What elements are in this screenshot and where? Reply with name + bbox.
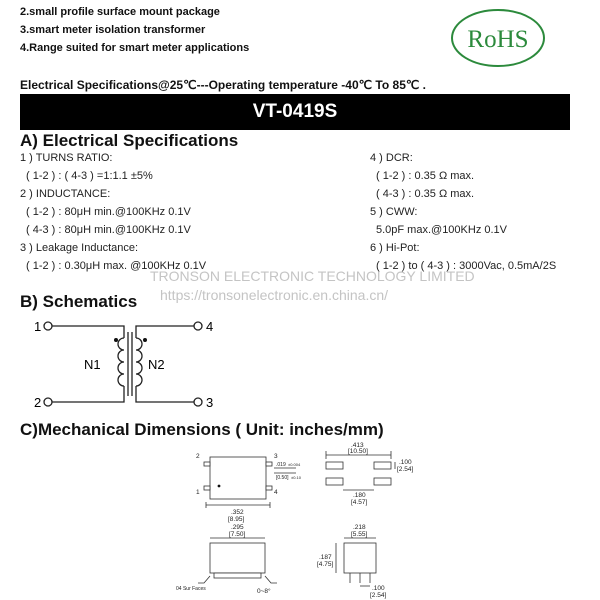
rohs-text: RoHS <box>467 26 529 53</box>
spec-inductance-12: ( 1-2 ) : 80μH min.@100KHz 0.1V <box>26 206 191 218</box>
dim-end-height-in: .187 <box>319 554 332 561</box>
spec-cww: 5 ) CWW: <box>370 206 418 218</box>
pin1-marker <box>218 485 221 488</box>
rohs-logo <box>450 8 546 68</box>
dim-lead-tol-mm: ±0.10 <box>291 475 301 480</box>
spec-dcr: 4 ) DCR: <box>370 152 413 164</box>
spec-conditions: Electrical Specifications@25℃---Operating temperature -40℃ To 85℃ . <box>20 78 427 92</box>
spec-dcr-12: ( 1-2 ) : 0.35 Ω max. <box>376 170 475 182</box>
dim-pad-gap-in: .180 <box>353 492 366 499</box>
section-electrical-title: A) Electrical Specifications <box>20 131 239 150</box>
dim-lead-tol-in: ±0.004 <box>288 462 301 467</box>
mechanical-drawings <box>0 440 600 600</box>
spec-turns-ratio: 1 ) TURNS RATIO: <box>20 152 113 164</box>
dim-side-width-mm: [7.50] <box>229 531 246 538</box>
pin-1: 1 <box>34 319 42 334</box>
pin-2: 2 <box>34 395 42 410</box>
polarity-dot-primary <box>114 338 118 342</box>
dim-surface-note: 04 Sur Faces <box>176 586 206 592</box>
dim-top-width-mm: [8.95] <box>228 516 245 523</box>
dim-pad-width-in: .413 <box>351 442 364 449</box>
dim-pin-3: 3 <box>274 453 278 460</box>
section-mechanical-title: C)Mechanical Dimensions ( Unit: inches/mm) <box>20 420 384 439</box>
spec-leakage: 3 ) Leakage Inductance: <box>20 242 139 254</box>
dim-top-width-in: .352 <box>231 509 244 516</box>
dim-pad-height-mm: [2.54] <box>397 466 414 473</box>
spec-hipot: 6 ) Hi-Pot: <box>370 242 420 254</box>
dim-pin-2: 2 <box>196 453 200 460</box>
dim-side-width-in: .295 <box>231 524 244 531</box>
dim-pad-height-in: .100 <box>399 459 412 466</box>
dim-end-width-in: .218 <box>353 524 366 531</box>
winding-n2: N2 <box>148 357 165 372</box>
spec-turns-value: ( 1-2 ) : ( 4-3 ) =1:1.1 ±5% <box>26 170 153 182</box>
dim-end-height-mm: [4.75] <box>317 561 334 568</box>
dim-end-pitch-in: .100 <box>372 585 385 592</box>
feature-2: 2.small profile surface mount package <box>20 6 220 18</box>
model-number: VT-0419S <box>252 101 338 122</box>
spec-inductance: 2 ) INDUCTANCE: <box>20 188 111 200</box>
dim-pin-1: 1 <box>196 489 200 496</box>
spec-leakage-value: ( 1-2 ) : 0.30μH max. @100KHz 0.1V <box>26 260 207 272</box>
dim-end-pitch-mm: [2.54] <box>370 592 387 599</box>
pin-4: 4 <box>206 319 214 334</box>
dim-pad-width-mm: [10.50] <box>348 448 368 455</box>
feature-3: 3.smart meter isolation transformer <box>20 24 206 36</box>
watermark-url: https://tronsonelectronic.en.china.cn/ <box>160 287 389 303</box>
dim-angle: 0~8° <box>257 588 271 595</box>
model-banner <box>20 94 570 130</box>
section-schematics-title: B) Schematics <box>20 292 138 311</box>
winding-n1: N1 <box>84 357 101 372</box>
dim-pin-4: 4 <box>274 489 278 496</box>
dim-pad-gap-mm: [4.57] <box>351 499 368 506</box>
spec-inductance-43: ( 4-3 ) : 80μH min.@100KHz 0.1V <box>26 224 191 236</box>
dim-lead-in: .019 <box>276 462 286 468</box>
spec-cww-value: 5.0pF max.@100KHz 0.1V <box>376 224 508 236</box>
pin-3: 3 <box>206 395 214 410</box>
polarity-dot-secondary <box>143 338 147 342</box>
watermark-company: TRONSON ELECTRONIC TECHNOLOGY LIMITED <box>150 268 475 284</box>
dim-end-width-mm: [5.55] <box>351 531 368 538</box>
dim-lead-mm: [0.50] <box>276 475 289 481</box>
spec-hipot-value: ( 1-2 ) to ( 4-3 ) : 3000Vac, 0.5mA/2S <box>376 260 557 272</box>
spec-dcr-43: ( 4-3 ) : 0.35 Ω max. <box>376 188 475 200</box>
schematic-diagram <box>20 314 280 414</box>
feature-4: 4.Range suited for smart meter applications <box>20 42 250 54</box>
